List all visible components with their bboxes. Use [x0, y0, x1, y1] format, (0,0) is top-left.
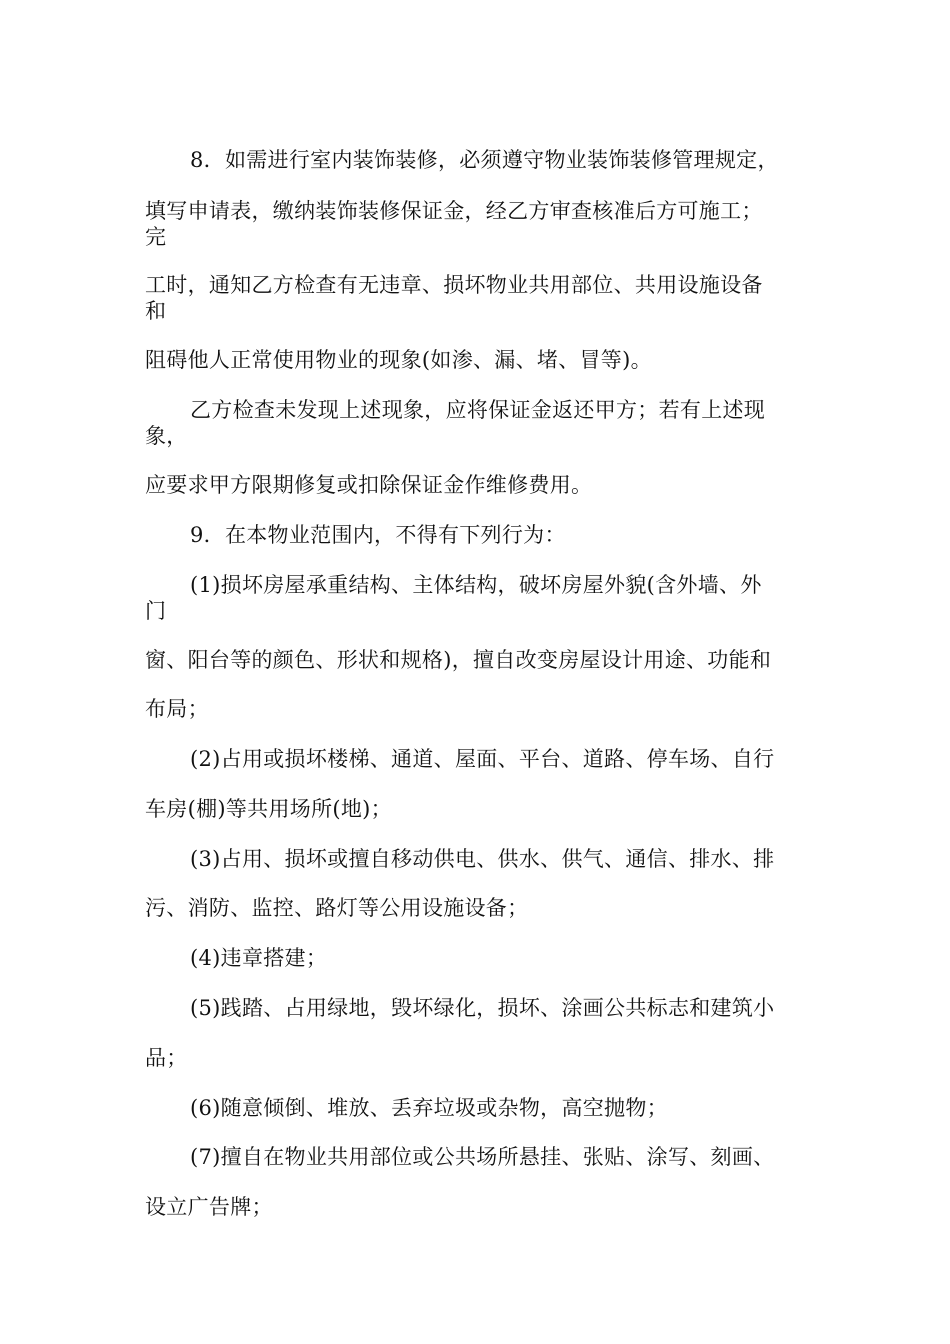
- text-line: 象，: [145, 424, 188, 448]
- text-line: 车房(棚)等共用场所(地)；: [145, 797, 392, 821]
- text-line: 设立广告牌；: [145, 1195, 273, 1219]
- text-line: 和: [145, 299, 167, 323]
- text-line: (4)违章搭建；: [190, 946, 328, 970]
- text-line: 品；: [145, 1046, 188, 1070]
- text-line: 工时，通知乙方检查有无违章、损坏物业共用部位、共用设施设备: [145, 273, 763, 297]
- text-line: (6)随意倾倒、堆放、丢弃垃圾或杂物，高空抛物；: [190, 1096, 668, 1120]
- text-line: 污、消防、监控、路灯等公用设施设备；: [145, 896, 529, 920]
- text-line: (3)占用、损坏或擅自移动供电、供水、供气、通信、排水、排: [190, 847, 775, 871]
- text-line: 8．如需进行室内装饰装修，必须遵守物业装饰装修管理规定，: [190, 148, 779, 172]
- text-line: (5)践踏、占用绿地，毁坏绿化，损坏、涂画公共标志和建筑小: [190, 996, 775, 1020]
- text-line: 完: [145, 225, 167, 249]
- text-line: 应要求甲方限期修复或扣除保证金作维修费用。: [145, 473, 593, 497]
- text-line: (7)擅自在物业共用部位或公共场所悬挂、张贴、涂写、刻画、: [190, 1145, 775, 1169]
- text-line: (1)损坏房屋承重结构、主体结构，破坏房屋外貌(含外墙、外: [190, 573, 762, 597]
- text-line: 填写申请表，缴纳装饰装修保证金，经乙方审查核准后方可施工；: [145, 199, 763, 223]
- text-line: 布局；: [145, 697, 209, 721]
- text-line: (2)占用或损坏楼梯、通道、屋面、平台、道路、停车场、自行: [190, 747, 775, 771]
- text-line: 乙方检查未发现上述现象，应将保证金返还甲方；若有上述现: [190, 398, 766, 422]
- text-line: 窗、阳台等的颜色、形状和规格)，擅自改变房屋设计用途、功能和: [145, 648, 772, 672]
- text-line: 阻碍他人正常使用物业的现象(如渗、漏、堵、冒等)。: [145, 348, 652, 372]
- text-line: 9．在本物业范围内，不得有下列行为：: [190, 523, 566, 547]
- text-line: 门: [145, 599, 167, 623]
